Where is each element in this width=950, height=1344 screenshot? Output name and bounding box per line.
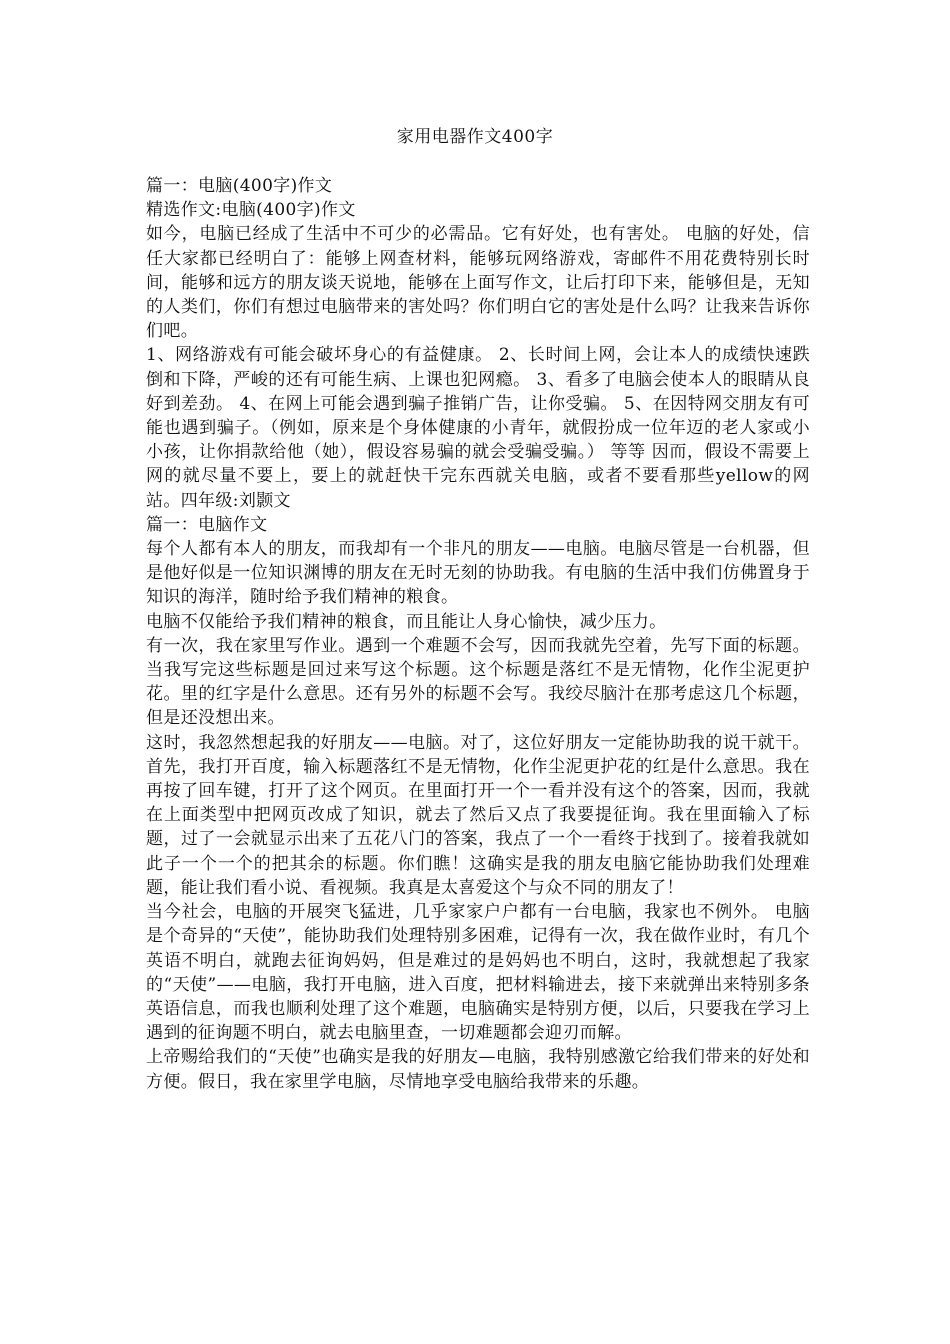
paragraph: 每个人都有本人的朋友，而我却有一个非凡的朋友——电脑。电脑尽管是一台机器，但是他好似是一位知识渊博的朋友在无时无刻的协助我。有电脑的生活中我们仿佛置身于知识的海洋，随时给予我们精神的粮食。 [146,539,810,608]
document-title: 家用电器作文400字 [396,127,554,147]
paragraph: 上帝赐给我们的“天使”也确实是我的好朋友—电脑，我特别感激它给我们带来的好处和方便。假日，我在家里学电脑，尽情地享受电脑给我带来的乐趣。 [146,1047,810,1092]
paragraph: 当今社会，电脑的开展突飞猛进，几乎家家户户都有一台电脑，我家也不例外。 电脑是个奇异的“天使”，能协助我们处理特别多困难，记得有一次，我在做作业时，有几个英语不明白，就跑去征询妈妈，但是难过的是妈妈也不明白，这时，我就想起了我家的“天使”——电脑，我打开电脑，进入百度，把材料输进去，接下来就弹出来特别多条英语信息，而我也顺利处理了这个难题，电脑确实是特别方便，以后，只要我在学习上遇到的征询题不明白，就去电脑里查，一切难题都会迎刃而解。 [146,902,810,1044]
paragraph: 电脑不仅能给予我们精神的粮食，而且能让人身心愉快，减少压力。 [146,611,667,632]
paragraph: 如今，电脑已经成了生活中不可少的必需品。它有好处，也有害处。 电脑的好处，信任大家都已经明白了：能够上网查材料，能够玩网络游戏，寄邮件不用花费特别长时间，能够和远方的朋友谈天说地，能够在上面写作文，让后打印下来，能够但是，无知的人类们，你们有想过电脑带来的害处吗？你们明白它的害处是什么吗？让我来告诉你们吧。 [146,224,810,342]
paragraph: 1、网络游戏有可能会破坏身心的有益健康。 2、长时间上网，会让本人的成绩快速跌倒和下降，严峻的还有可能生病、上课也犯网瘾。 3、看多了电脑会使本人的眼睛从良好到差劲。 4、在网上可能会遇到骗子推销广告，让你受骗。 5、在因特网交朋友有可能也遇到骗子。（例如，原来是个身体健康的小青年，就假扮成一位年迈的老人家或小小孩，让你捐款给他（她），假设容易骗的就会受骗受骗。） 等等 因而，假设不需要上网的就尽量不要上，要上的就赶快干完东西就关电脑，或者不要看那些yellow的网站。四年级:刘颢文 [146,345,810,511]
section-subheading: 精选作文:电脑(400字)作文 [146,200,356,221]
paragraph: 这时，我忽然想起我的好朋友——电脑。对了，这位好朋友一定能协助我的说干就干。 首先，我打开百度，输入标题落红不是无情物，化作尘泥更护花的红是什么意思。我在再按了回车键，打开了这个网页。在里面打开一个一看并没有这个的答案，因而，我就在上面类型中把网页改成了知识，就去了然后又点了我要提征询。我在里面输入了标题，过了一会就显示出来了五花八门的答案，我点了一个一看终于找到了。接着我就如此子一个一个的把其余的标题。你们瞧！这确实是我的朋友电脑它能协助我们处理难题，能让我们看小说、看视频。我真是太喜爱这个与众不同的朋友了！ [146,732,810,898]
section-heading: 篇一：电脑(400字)作文 [146,176,333,196]
section-heading: 篇一：电脑作文 [146,514,268,535]
document-body [146,174,810,1094]
paragraph: 有一次，我在家里写作业。遇到一个难题不会写，因而我就先空着，先写下面的标题。当我写完这些标题是回过来写这个标题。这个标题是落红不是无情物，化作尘泥更护花。里的红字是什么意思。还有另外的标题不会写。我绞尽脑汁在那考虑这几个标题，但是还没想出来。 [146,635,810,729]
